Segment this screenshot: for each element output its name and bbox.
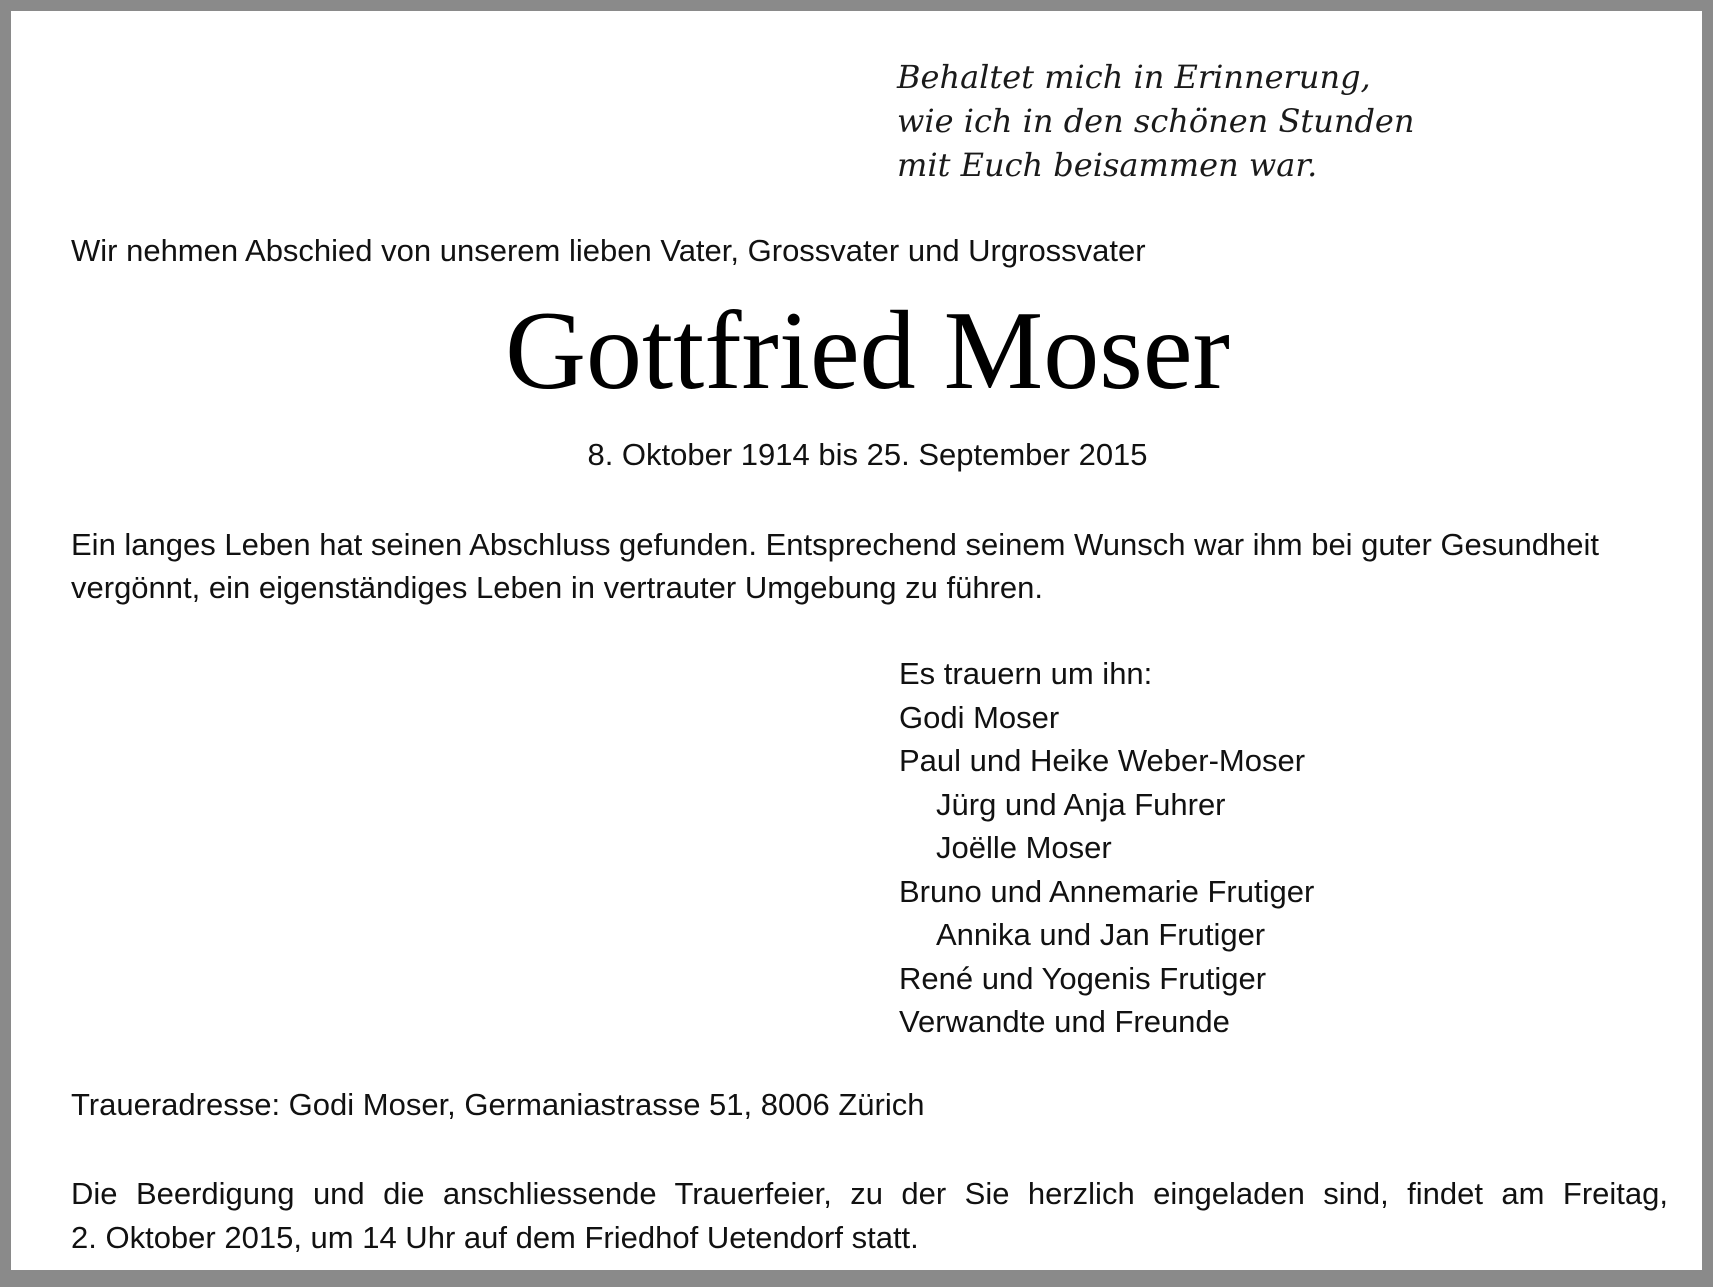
mourner-entry: Paul und Heike Weber-Moser — [899, 743, 1306, 778]
deceased-name: Gottfried Moser — [505, 289, 1230, 413]
mourner-entry: Bruno und Annemarie Frutiger — [899, 873, 1315, 909]
mourner-entry: Verwandte und Freunde — [899, 1004, 1230, 1039]
funeral-line: 2. Oktober 2015, um 14 Uhr auf dem Friedhof Uetendorf statt. — [71, 1220, 919, 1255]
funeral-line: Die Beerdigung und die anschliessende Trauerfeier, zu der Sie herzlich eingeladen sind, findet am Freitag, — [71, 1176, 1668, 1211]
mourner-entry: René und Yogenis Frutiger — [899, 960, 1267, 996]
motto-line: wie ich in den schönen Stunden — [897, 102, 1415, 140]
life-dates: 8. Oktober 1914 bis 25. September 2015 — [587, 437, 1148, 472]
mourner-entry: Jürg und Anja Fuhrer — [936, 786, 1226, 822]
motto-line: Behaltet mich in Erinnerung, — [897, 58, 1371, 96]
life-line: Ein langes Leben hat seinen Abschluss gefunden. Entsprechend seinem Wunsch war ihm bei guter Gesundheit — [71, 527, 1600, 562]
motto-quote — [897, 55, 1414, 187]
mourners-list — [899, 652, 1314, 1044]
funeral-paragraph — [71, 1172, 1668, 1260]
motto-line: mit Euch beisammen war. — [897, 146, 1318, 184]
mourner-entry: Annika und Jan Frutiger — [936, 917, 1266, 952]
life-paragraph — [71, 523, 1668, 609]
mourner-entry: Joëlle Moser — [936, 830, 1112, 865]
mourner-entry: Godi Moser — [899, 699, 1060, 735]
life-line: vergönnt, ein eigenständiges Leben in vertrauter Umgebung zu führen. — [71, 570, 1043, 605]
intro-text: Wir nehmen Abschied von unserem lieben Vater, Grossvater und Urgrossvater — [71, 233, 1146, 268]
mourners-heading: Es trauern um ihn: — [899, 656, 1153, 691]
mourning-address: Traueradresse: Godi Moser, Germaniastrasse 51, 8006 Zürich — [71, 1087, 925, 1122]
